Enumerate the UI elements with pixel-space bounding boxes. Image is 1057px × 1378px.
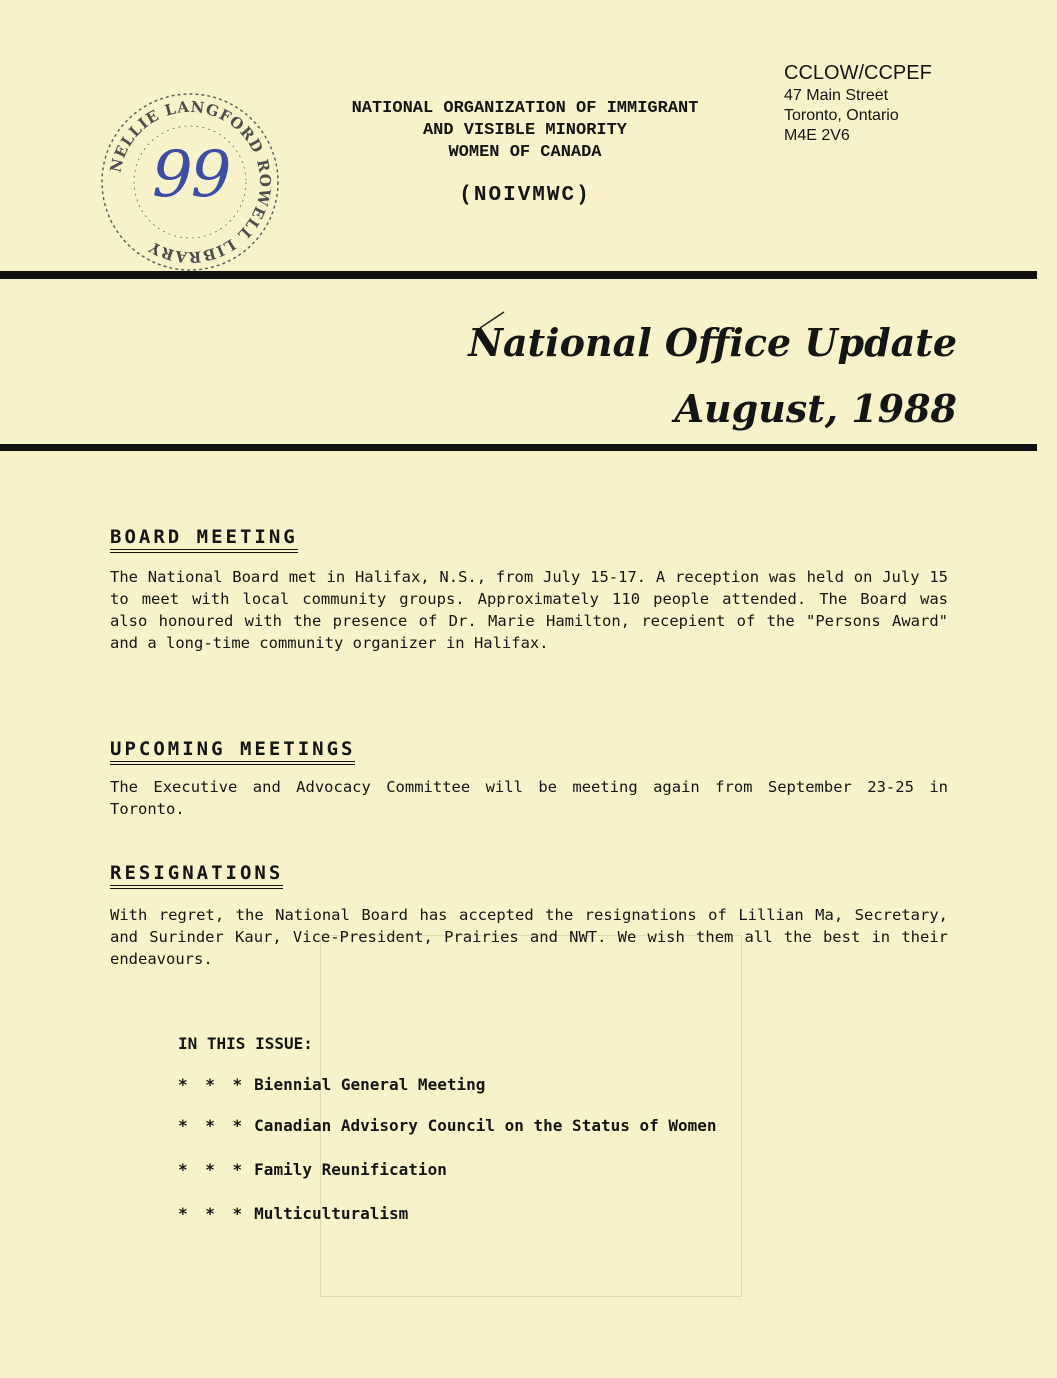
bullet-stars: * * *: [178, 1160, 247, 1179]
address-city: Toronto, Ontario: [784, 107, 899, 124]
address-postal: M4E 2V6: [784, 127, 850, 144]
issue-item-label: Canadian Advisory Council on the Status of Women: [254, 1116, 717, 1135]
address-title: CCLOW/CCPEF: [784, 62, 932, 84]
section-heading-board-meeting: BOARD MEETING: [110, 526, 298, 553]
org-line-2: AND VISIBLE MINORITY: [422, 121, 628, 140]
bullet-stars: * * *: [178, 1075, 247, 1094]
bottom-rule: [0, 444, 1037, 451]
section-body-resignations: With regret, the National Board has accepted the resignations of Lillian Ma, Secretary, and Surinder Kaur, Vice-President, Prairies and NWT. We wish them all the best in their endeavours.: [110, 906, 948, 968]
section-body-board-meeting: The National Board met in Halifax, N.S., from July 15-17. A reception was held on July 15 to meet with local community groups. Approximately 110 people attended. The Board was also honoured with the presence of Dr. Marie Hamilton, recepient of the "Persons Award" and a long-time community organizer in Halifax.: [110, 568, 948, 652]
issue-item-label: Family Reunification: [254, 1160, 447, 1179]
bullet-stars: * * *: [178, 1204, 247, 1223]
issue-item-label: Multiculturalism: [254, 1204, 409, 1223]
bullet-stars: * * *: [178, 1116, 247, 1135]
svg-text:NELLIE LANGFORD ROWELL LIBRARY: NELLIE LANGFORD ROWELL LIBRARY: [106, 97, 275, 267]
in-this-issue-heading: IN THIS ISSUE:: [178, 1034, 313, 1053]
section-heading-resignations: RESIGNATIONS: [110, 862, 283, 889]
issue-item: [178, 1204, 408, 1223]
org-line-1: NATIONAL ORGANIZATION OF IMMIGRANT: [351, 99, 699, 118]
issue-item: [178, 1075, 485, 1094]
handwritten-number: 99: [152, 138, 230, 212]
address-block: [784, 60, 932, 146]
issue-item: [178, 1160, 447, 1179]
section-body-upcoming-meetings: The Executive and Advocacy Committee will be meeting again from September 23-25 in Toronto.: [110, 778, 948, 818]
organization-abbreviation: (NOIVMWC): [459, 184, 591, 207]
section-heading-upcoming-meetings: UPCOMING MEETINGS: [110, 738, 355, 765]
address-street: 47 Main Street: [784, 87, 889, 104]
org-line-3: WOMEN OF CANADA: [448, 143, 602, 162]
newsletter-date: August, 1988: [674, 386, 957, 431]
issue-item-label: Biennial General Meeting: [254, 1075, 486, 1094]
issue-item: [178, 1116, 717, 1135]
organization-name: [300, 98, 750, 164]
newsletter-title: National Office Update: [468, 320, 957, 365]
top-rule: [0, 271, 1037, 279]
